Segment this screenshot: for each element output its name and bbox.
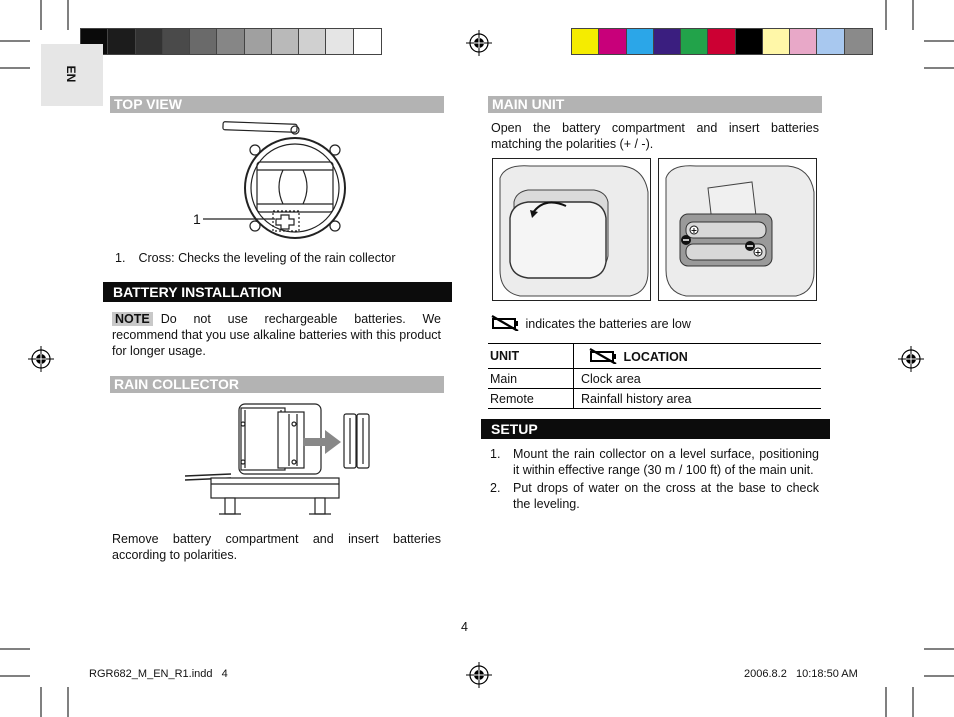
color-swatch <box>108 29 135 54</box>
color-swatch <box>272 29 299 54</box>
list-text: Cross: Checks the leveling of the rain collector <box>138 251 396 265</box>
color-swatch <box>845 29 872 54</box>
registration-mark-icon <box>466 662 492 688</box>
grayscale-color-bar <box>80 28 382 55</box>
low-battery-line <box>490 315 820 332</box>
color-swatch <box>654 29 681 54</box>
rain-collector-heading: RAIN COLLECTOR <box>110 376 444 393</box>
note-label: NOTE <box>112 312 153 326</box>
color-swatch <box>817 29 844 54</box>
table-cell-unit: Main <box>488 369 574 389</box>
top-view-callout: 1 <box>193 211 201 227</box>
color-swatch <box>627 29 654 54</box>
table-header-row <box>488 344 821 369</box>
list-number: 1. <box>115 251 126 265</box>
setup-heading: SETUP <box>481 419 830 439</box>
table-header-unit: UNIT <box>488 344 574 369</box>
color-swatch <box>163 29 190 54</box>
low-battery-icon <box>490 315 522 331</box>
color-swatch <box>736 29 763 54</box>
registration-mark-icon <box>466 30 492 56</box>
color-swatch <box>790 29 817 54</box>
color-swatch <box>354 29 381 54</box>
color-swatch <box>763 29 790 54</box>
rain-collector-top-view-illustration <box>185 118 365 248</box>
table-header-location: LOCATION <box>574 344 822 369</box>
svg-text:+: + <box>754 248 762 257</box>
color-swatch <box>245 29 272 54</box>
low-battery-text: indicates the batteries are low <box>525 317 691 331</box>
low-battery-icon <box>588 348 620 364</box>
battery-note <box>112 311 441 359</box>
note-text: Do not use rechargeable batteries. We recommend that you use alkaline batteries with this product for longer usage. <box>112 312 441 358</box>
color-swatch <box>572 29 599 54</box>
setup-steps <box>490 446 819 512</box>
rain-collector-text: Remove battery compartment and insert batteries according to polarities. <box>112 532 441 562</box>
svg-text:+: + <box>690 226 698 235</box>
list-item: 2. Put drops of water on the cross at the base to check the leveling. <box>490 481 819 511</box>
color-swatch <box>681 29 708 54</box>
table-row <box>488 389 821 409</box>
table-cell-location: Rainfall history area <box>581 391 692 406</box>
footer-file-name: RGR682_M_EN_R1.indd 4 <box>89 668 228 680</box>
rain-collector-battery-illustration <box>185 402 385 522</box>
color-swatch <box>299 29 326 54</box>
footer-timestamp: 2006.8.2 10:18:50 AM <box>744 668 858 680</box>
process-color-bar <box>571 28 873 55</box>
main-unit-battery-door-illustration <box>492 158 651 301</box>
top-view-item-1 <box>115 250 450 266</box>
battery-installation-heading: BATTERY INSTALLATION <box>103 282 452 302</box>
list-item: 1. Mount the rain collector on a level surface, positioning it within effective range (30 m / 100 ft) of the main unit. <box>490 447 819 477</box>
color-swatch <box>599 29 626 54</box>
main-unit-heading: MAIN UNIT <box>488 96 822 113</box>
registration-mark-icon <box>898 346 924 372</box>
table-cell-unit: Remote <box>488 389 574 409</box>
table-cell-location: Clock area <box>581 371 641 386</box>
color-swatch <box>190 29 217 54</box>
color-swatch <box>136 29 163 54</box>
page-number: 4 <box>461 620 468 634</box>
main-unit-battery-compartment-illustration <box>658 158 817 301</box>
registration-mark-icon <box>28 346 54 372</box>
color-swatch <box>708 29 735 54</box>
battery-location-table <box>488 343 821 409</box>
color-swatch <box>217 29 244 54</box>
top-view-heading: TOP VIEW <box>110 96 444 113</box>
language-tab <box>41 44 103 106</box>
color-swatch <box>326 29 353 54</box>
main-unit-text: Open the battery compartment and insert batteries matching the polarities (+ / -). <box>491 121 819 151</box>
language-tab-label: EN <box>64 65 78 83</box>
table-row <box>488 369 821 389</box>
